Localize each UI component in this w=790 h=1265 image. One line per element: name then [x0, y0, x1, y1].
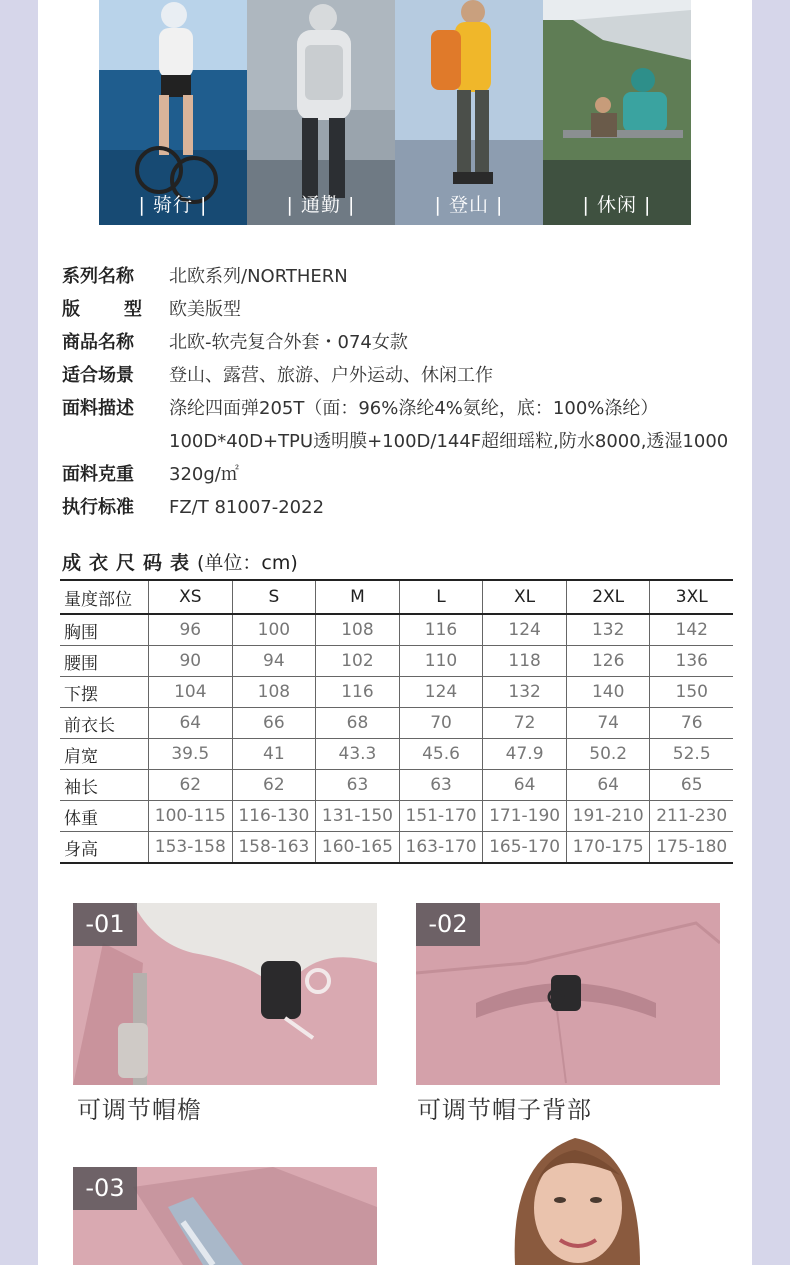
header-cell: 2XL	[566, 580, 650, 614]
spec-value: 北欧-软壳复合外套・074女款	[169, 332, 408, 353]
table-cell: 132	[566, 614, 650, 646]
table-cell: 63	[316, 770, 400, 801]
table-row	[60, 646, 733, 677]
table-cell: 96	[149, 614, 233, 646]
table-cell: 52.5	[650, 739, 733, 770]
detail-badge: -02	[416, 903, 480, 946]
size-table-title-text: 成衣尺码表	[62, 552, 198, 574]
table-cell: 191-210	[566, 801, 650, 832]
table-cell: 211-230	[650, 801, 733, 832]
table-cell: 62	[149, 770, 233, 801]
detail-photo-pocket	[73, 1167, 377, 1265]
table-cell: 64	[566, 770, 650, 801]
spec-row-name	[62, 326, 762, 359]
spec-row-series	[62, 260, 762, 293]
table-cell: 124	[399, 677, 483, 708]
activity-label: | 登山 |	[434, 194, 504, 216]
spec-value: 涤纶四面弹205T（面：96%涤纶4%氨纶，底：100%涤纶）	[169, 398, 659, 419]
detail-badge: -03	[73, 1167, 137, 1210]
header-cell: L	[399, 580, 483, 614]
spec-label: 面料克重	[62, 464, 134, 485]
spec-row-weight	[62, 458, 762, 491]
table-cell: 39.5	[149, 739, 233, 770]
activity-label: | 骑行 |	[138, 194, 208, 216]
spec-label: 面料描述	[62, 398, 134, 419]
activity-camping	[543, 0, 691, 225]
table-cell: 72	[483, 708, 567, 739]
spec-row-fabric	[62, 392, 762, 425]
detail-caption: 可调节帽子背部	[417, 1096, 592, 1124]
table-cell: 100	[232, 614, 316, 646]
table-cell: 175-180	[650, 832, 733, 864]
table-cell: 45.6	[399, 739, 483, 770]
table-cell: 116	[399, 614, 483, 646]
detail-photo-hood-back	[416, 903, 720, 1085]
table-cell: 肩宽	[60, 739, 149, 770]
table-cell: 70	[399, 708, 483, 739]
spec-label-char: 型	[124, 299, 142, 320]
activity-label: | 休闲 |	[582, 194, 652, 216]
table-cell: 47.9	[483, 739, 567, 770]
spec-label-char: 版	[62, 299, 80, 320]
header-cell: XL	[483, 580, 567, 614]
table-cell: 151-170	[399, 801, 483, 832]
spec-value: 北欧系列/NORTHERN	[169, 266, 348, 287]
spec-label: 执行标准	[62, 497, 134, 518]
table-row	[60, 677, 733, 708]
table-cell: 158-163	[232, 832, 316, 864]
table-row	[60, 708, 733, 739]
table-cell: 74	[566, 708, 650, 739]
table-cell: 126	[566, 646, 650, 677]
spec-value: 欧美版型	[169, 299, 241, 320]
spec-label: 商品名称	[62, 332, 134, 353]
table-row	[60, 832, 733, 864]
detail-caption: 可调节帽檐	[77, 1096, 202, 1124]
table-cell: 63	[399, 770, 483, 801]
table-row	[60, 614, 733, 646]
size-table	[60, 579, 733, 864]
spec-label: 系列名称	[62, 266, 134, 287]
activity-cycling	[99, 0, 247, 225]
size-table-title	[62, 548, 298, 575]
table-cell: 62	[232, 770, 316, 801]
table-cell: 104	[149, 677, 233, 708]
table-cell: 132	[483, 677, 567, 708]
table-cell: 160-165	[316, 832, 400, 864]
detail-badge: -01	[73, 903, 137, 946]
table-cell: 身高	[60, 832, 149, 864]
table-cell: 150	[650, 677, 733, 708]
table-cell: 170-175	[566, 832, 650, 864]
model-portrait-photo-icon	[500, 1130, 650, 1265]
header-cell: M	[316, 580, 400, 614]
size-table-header-row	[60, 580, 733, 614]
header-cell: 3XL	[650, 580, 733, 614]
spec-row-standard	[62, 491, 762, 524]
table-cell: 118	[483, 646, 567, 677]
table-cell: 140	[566, 677, 650, 708]
table-cell: 110	[399, 646, 483, 677]
spec-value: 320g/㎡	[169, 464, 239, 485]
table-cell: 100-115	[149, 801, 233, 832]
table-cell: 64	[149, 708, 233, 739]
model-portrait	[500, 1130, 650, 1265]
table-cell: 90	[149, 646, 233, 677]
header-cell: S	[232, 580, 316, 614]
spec-label	[62, 293, 142, 326]
table-cell: 108	[316, 614, 400, 646]
size-table-unit: (单位：cm)	[197, 552, 298, 574]
spec-row-fit	[62, 293, 762, 326]
table-cell: 136	[650, 646, 733, 677]
activity-hiking	[395, 0, 543, 225]
table-cell: 76	[650, 708, 733, 739]
table-cell: 体重	[60, 801, 149, 832]
table-row	[60, 801, 733, 832]
spec-value-continuation: 100D*40D+TPU透明膜+100D/144F超细瑶粒,防水8000,透湿1000	[169, 431, 729, 452]
table-cell: 165-170	[483, 832, 567, 864]
header-cell: 量度部位	[60, 580, 149, 614]
table-cell: 102	[316, 646, 400, 677]
table-cell: 50.2	[566, 739, 650, 770]
table-cell: 124	[483, 614, 567, 646]
detail-photo-hood-brim	[73, 903, 377, 1085]
activity-label: | 通勤 |	[286, 194, 356, 216]
table-cell: 64	[483, 770, 567, 801]
table-cell: 116-130	[232, 801, 316, 832]
table-cell: 胸围	[60, 614, 149, 646]
table-cell: 108	[232, 677, 316, 708]
table-cell: 116	[316, 677, 400, 708]
activity-commute	[247, 0, 395, 225]
table-cell: 41	[232, 739, 316, 770]
table-cell: 65	[650, 770, 733, 801]
spec-row-scenes	[62, 359, 762, 392]
table-cell: 163-170	[399, 832, 483, 864]
table-cell: 下摆	[60, 677, 149, 708]
table-cell: 43.3	[316, 739, 400, 770]
table-cell: 142	[650, 614, 733, 646]
spec-value: 登山、露营、旅游、户外运动、休闲工作	[169, 365, 493, 386]
table-cell: 袖长	[60, 770, 149, 801]
table-cell: 131-150	[316, 801, 400, 832]
table-cell: 68	[316, 708, 400, 739]
header-cell: XS	[149, 580, 233, 614]
table-cell: 66	[232, 708, 316, 739]
spec-label: 适合场景	[62, 365, 134, 386]
table-row	[60, 770, 733, 801]
spec-list	[62, 260, 762, 524]
activity-strip	[99, 0, 691, 225]
table-cell: 94	[232, 646, 316, 677]
spec-value: FZ/T 81007-2022	[169, 497, 325, 518]
table-cell: 171-190	[483, 801, 567, 832]
table-cell: 前衣长	[60, 708, 149, 739]
table-cell: 腰围	[60, 646, 149, 677]
table-cell: 153-158	[149, 832, 233, 864]
table-row	[60, 739, 733, 770]
